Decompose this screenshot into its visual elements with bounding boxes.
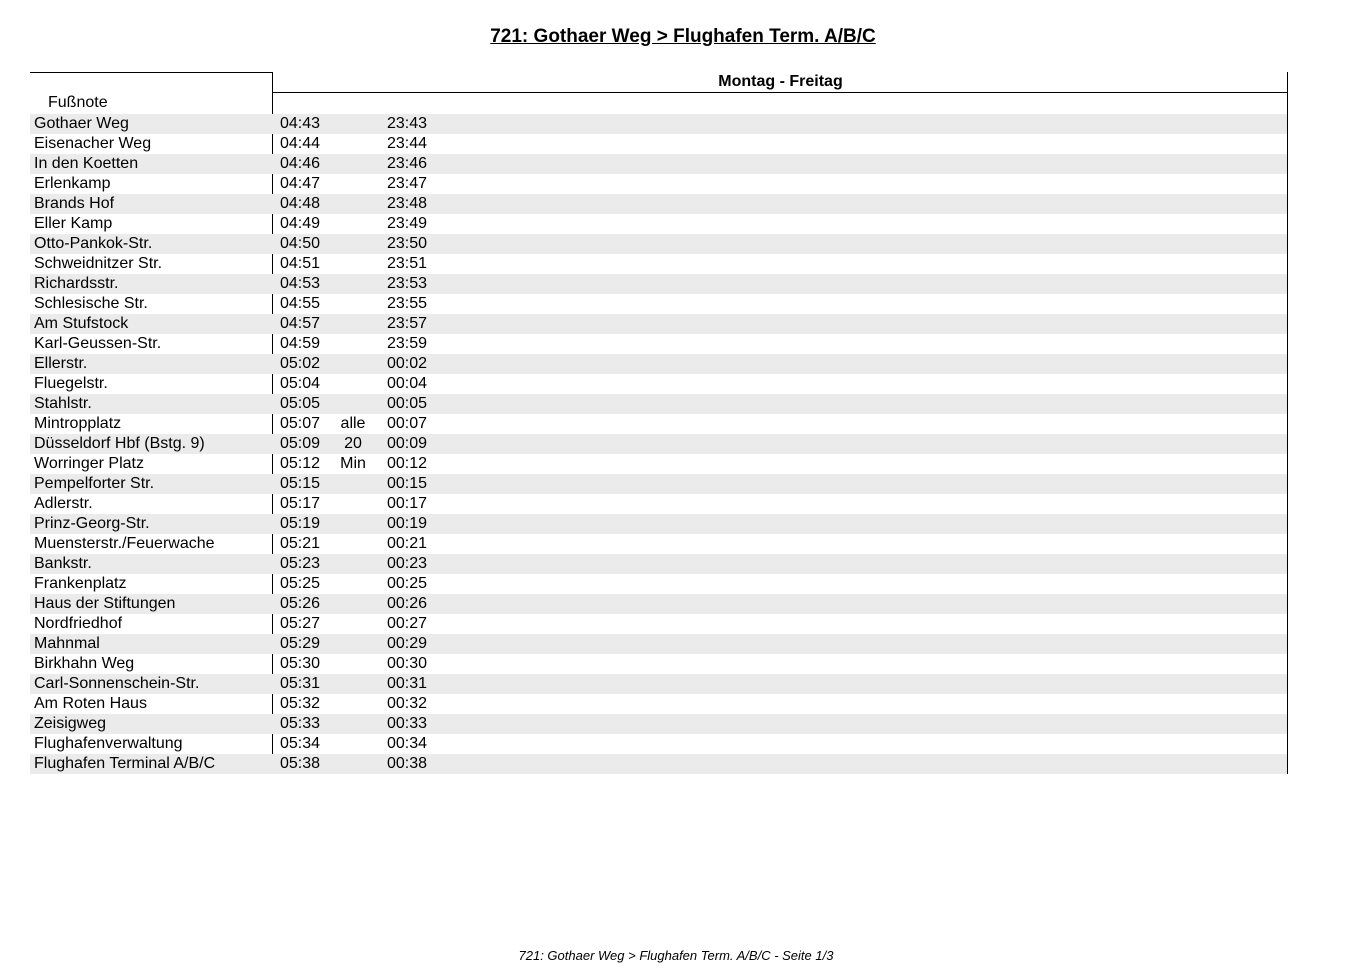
stop-name: Erlenkamp bbox=[34, 175, 111, 192]
stop-name: Nordfriedhof bbox=[34, 615, 123, 632]
first-departure: 04:59 bbox=[280, 335, 321, 352]
table-row bbox=[30, 674, 1287, 694]
first-departure: 05:34 bbox=[280, 735, 321, 752]
last-departure: 00:02 bbox=[387, 355, 428, 372]
first-departure: 04:43 bbox=[280, 115, 321, 132]
divider bbox=[273, 92, 1288, 93]
stop-name: Gothaer Weg bbox=[34, 115, 129, 132]
table-row bbox=[30, 694, 1287, 714]
table-row bbox=[30, 194, 1287, 214]
table-row bbox=[30, 534, 1287, 554]
first-departure: 05:23 bbox=[280, 555, 321, 572]
interval-note: Min bbox=[340, 455, 366, 472]
table-row bbox=[30, 594, 1287, 614]
table-row bbox=[30, 654, 1287, 674]
stop-name: Worringer Platz bbox=[34, 455, 144, 472]
page-title: 721: Gothaer Weg > Flughafen Term. A/B/C bbox=[490, 26, 876, 47]
table-row bbox=[30, 134, 1287, 154]
first-departure: 05:31 bbox=[280, 675, 321, 692]
first-departure: 05:26 bbox=[280, 595, 321, 612]
divider bbox=[30, 72, 273, 73]
table-row bbox=[30, 334, 1287, 354]
last-departure: 23:51 bbox=[387, 255, 428, 272]
table-row bbox=[30, 574, 1287, 594]
table-row bbox=[30, 154, 1287, 174]
table-row bbox=[30, 354, 1287, 374]
first-departure: 05:21 bbox=[280, 535, 321, 552]
table-row bbox=[30, 474, 1287, 494]
stop-name: Pempelforter Str. bbox=[34, 475, 155, 492]
table-row bbox=[30, 274, 1287, 294]
first-departure: 04:53 bbox=[280, 275, 321, 292]
last-departure: 00:04 bbox=[387, 375, 428, 392]
interval-note: alle bbox=[340, 415, 366, 432]
first-departure: 05:05 bbox=[280, 395, 321, 412]
last-departure: 23:44 bbox=[387, 135, 428, 152]
stop-name: Prinz-Georg-Str. bbox=[34, 515, 150, 532]
stop-name: Ellerstr. bbox=[34, 355, 88, 372]
stop-name: Am Stufstock bbox=[34, 315, 129, 332]
table-row bbox=[30, 434, 1287, 454]
stop-name: Fluegelstr. bbox=[34, 375, 108, 392]
first-departure: 05:33 bbox=[280, 715, 321, 732]
table-row bbox=[30, 734, 1287, 754]
last-departure: 00:19 bbox=[387, 515, 428, 532]
first-departure: 05:15 bbox=[280, 475, 321, 492]
table-row bbox=[30, 554, 1287, 574]
last-departure: 23:43 bbox=[387, 115, 428, 132]
first-departure: 04:49 bbox=[280, 215, 321, 232]
table-row bbox=[30, 514, 1287, 534]
table-row bbox=[30, 754, 1287, 774]
stop-name: Muensterstr./Feuerwache bbox=[34, 535, 215, 552]
last-departure: 00:21 bbox=[387, 535, 428, 552]
stop-name: Frankenplatz bbox=[34, 575, 127, 592]
timetable-rows bbox=[30, 114, 1287, 774]
first-departure: 04:48 bbox=[280, 195, 321, 212]
first-departure: 04:55 bbox=[280, 295, 321, 312]
table-row bbox=[30, 214, 1287, 234]
table-row bbox=[30, 374, 1287, 394]
first-departure: 05:02 bbox=[280, 355, 321, 372]
last-departure: 23:53 bbox=[387, 275, 428, 292]
first-departure: 05:19 bbox=[280, 515, 321, 532]
last-departure: 00:15 bbox=[387, 475, 428, 492]
stop-name: Schlesische Str. bbox=[34, 295, 148, 312]
last-departure: 00:29 bbox=[387, 635, 428, 652]
first-departure: 05:29 bbox=[280, 635, 321, 652]
first-departure: 04:46 bbox=[280, 155, 321, 172]
stop-name: Richardsstr. bbox=[34, 275, 119, 292]
first-departure: 05:25 bbox=[280, 575, 321, 592]
table-row bbox=[30, 234, 1287, 254]
last-departure: 00:09 bbox=[387, 435, 428, 452]
last-departure: 23:50 bbox=[387, 235, 428, 252]
table-row bbox=[30, 614, 1287, 634]
first-departure: 04:47 bbox=[280, 175, 321, 192]
stop-name: Eisenacher Weg bbox=[34, 135, 152, 152]
last-departure: 00:33 bbox=[387, 715, 428, 732]
last-departure: 00:30 bbox=[387, 655, 428, 672]
stop-name: Flughafen Terminal A/B/C bbox=[34, 755, 216, 772]
last-departure: 00:12 bbox=[387, 455, 428, 472]
last-departure: 00:27 bbox=[387, 615, 428, 632]
page-footer: 721: Gothaer Weg > Flughafen Term. A/B/C - Seite 1/3 bbox=[518, 948, 834, 963]
table-row bbox=[30, 174, 1287, 194]
last-departure: 00:32 bbox=[387, 695, 428, 712]
last-departure: 00:38 bbox=[387, 755, 428, 772]
stop-name: Am Roten Haus bbox=[34, 695, 147, 712]
stop-name: Carl-Sonnenschein-Str. bbox=[34, 675, 200, 692]
table-row bbox=[30, 254, 1287, 274]
first-departure: 05:07 bbox=[280, 415, 321, 432]
day-header: Montag - Freitag bbox=[718, 73, 843, 90]
last-departure: 23:59 bbox=[387, 335, 428, 352]
first-departure: 04:50 bbox=[280, 235, 321, 252]
first-departure: 04:51 bbox=[280, 255, 321, 272]
last-departure: 23:55 bbox=[387, 295, 428, 312]
stop-name: Haus der Stiftungen bbox=[34, 595, 176, 612]
stop-name: Birkhahn Weg bbox=[34, 655, 135, 672]
last-departure: 00:34 bbox=[387, 735, 428, 752]
stop-name: In den Koetten bbox=[34, 155, 139, 172]
last-departure: 23:57 bbox=[387, 315, 428, 332]
first-departure: 05:04 bbox=[280, 375, 321, 392]
last-departure: 00:23 bbox=[387, 555, 428, 572]
last-departure: 00:17 bbox=[387, 495, 428, 512]
table-row bbox=[30, 114, 1287, 134]
last-departure: 23:46 bbox=[387, 155, 428, 172]
stop-name: Eller Kamp bbox=[34, 215, 113, 232]
first-departure: 05:30 bbox=[280, 655, 321, 672]
stop-name: Karl-Geussen-Str. bbox=[34, 335, 162, 352]
table-row bbox=[30, 454, 1287, 474]
table-row bbox=[30, 414, 1287, 434]
stop-name: Otto-Pankok-Str. bbox=[34, 235, 153, 252]
table-row bbox=[30, 294, 1287, 314]
stop-name: Mintropplatz bbox=[34, 415, 122, 432]
first-departure: 04:44 bbox=[280, 135, 321, 152]
last-departure: 00:25 bbox=[387, 575, 428, 592]
stop-name: Zeisigweg bbox=[34, 715, 107, 732]
interval-note: 20 bbox=[344, 435, 362, 452]
table-row bbox=[30, 494, 1287, 514]
stop-name: Schweidnitzer Str. bbox=[34, 255, 163, 272]
table-row bbox=[30, 714, 1287, 734]
first-departure: 05:09 bbox=[280, 435, 321, 452]
first-departure: 05:32 bbox=[280, 695, 321, 712]
stop-name: Adlerstr. bbox=[34, 495, 93, 512]
first-departure: 05:17 bbox=[280, 495, 321, 512]
last-departure: 00:31 bbox=[387, 675, 428, 692]
stop-name: Brands Hof bbox=[34, 195, 115, 212]
stop-name: Stahlstr. bbox=[34, 395, 92, 412]
table-row bbox=[30, 394, 1287, 414]
first-departure: 05:12 bbox=[280, 455, 321, 472]
table-row bbox=[30, 634, 1287, 654]
first-departure: 05:38 bbox=[280, 755, 321, 772]
last-departure: 23:49 bbox=[387, 215, 428, 232]
first-departure: 04:57 bbox=[280, 315, 321, 332]
first-departure: 05:27 bbox=[280, 615, 321, 632]
last-departure: 00:26 bbox=[387, 595, 428, 612]
divider bbox=[1287, 72, 1288, 774]
footnote-label: Fußnote bbox=[48, 94, 108, 111]
stop-name: Flughafenverwaltung bbox=[34, 735, 183, 752]
last-departure: 00:07 bbox=[387, 415, 428, 432]
stop-name: Mahnmal bbox=[34, 635, 100, 652]
last-departure: 23:48 bbox=[387, 195, 428, 212]
last-departure: 00:05 bbox=[387, 395, 428, 412]
table-row bbox=[30, 314, 1287, 334]
stop-name: Bankstr. bbox=[34, 555, 92, 572]
last-departure: 23:47 bbox=[387, 175, 428, 192]
stop-name: Düsseldorf Hbf (Bstg. 9) bbox=[34, 435, 205, 452]
